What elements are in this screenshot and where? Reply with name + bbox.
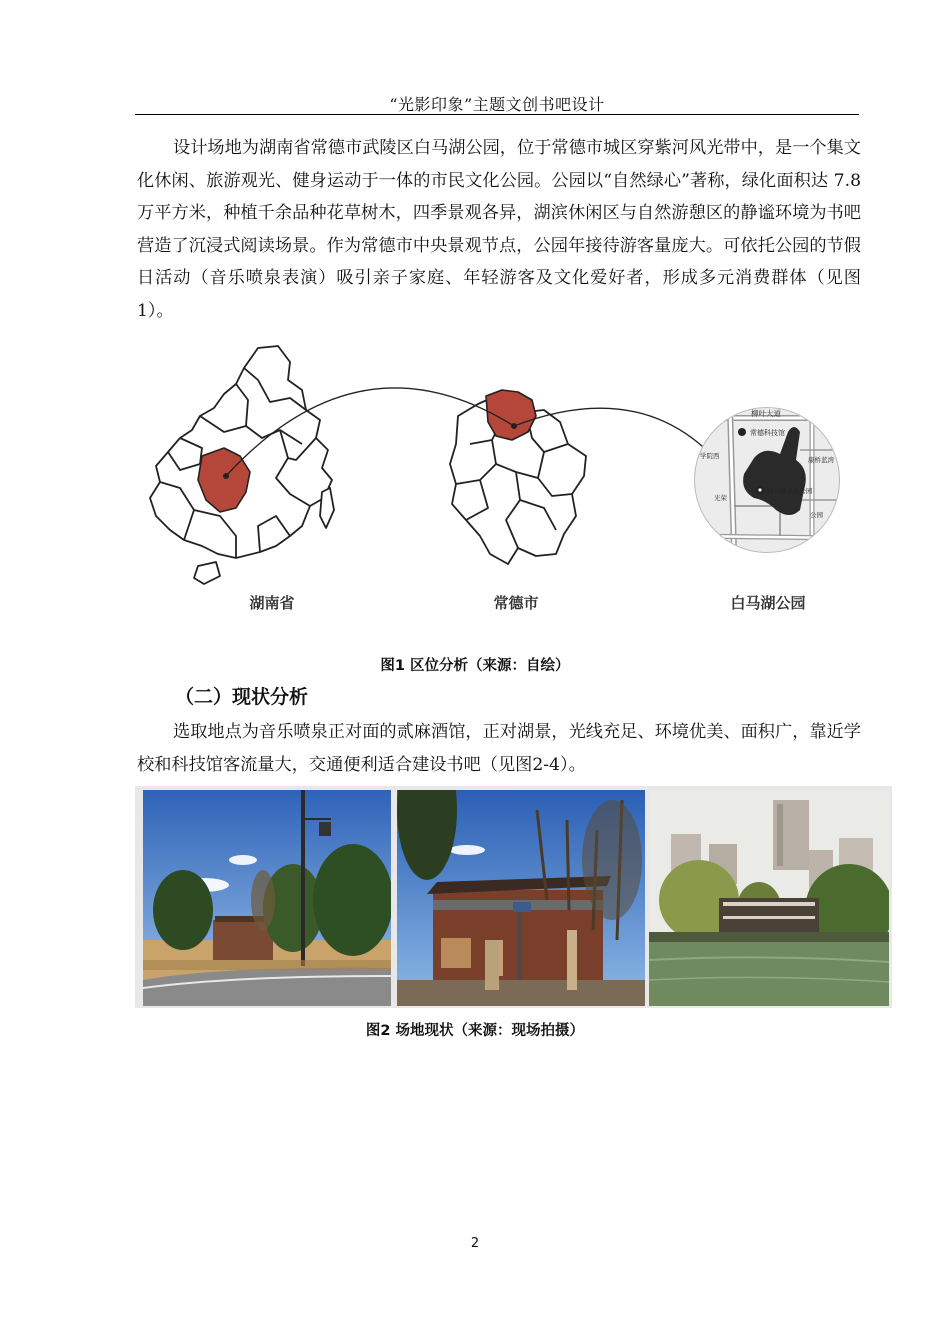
intro-paragraph xyxy=(137,132,861,328)
site-photo-lake xyxy=(649,790,889,1006)
analysis-paragraph xyxy=(137,716,861,781)
section-heading: （二）现状分析 xyxy=(175,686,309,708)
location-map-illustration xyxy=(140,340,860,630)
figure2-caption: 图2 场地现状（来源：现场拍摄） xyxy=(365,1023,585,1039)
page-number: 2 xyxy=(470,1236,480,1251)
figure-site-photos xyxy=(135,786,892,1008)
inset-left-bottom-label: 光荣 xyxy=(714,494,727,502)
label-hunan: 湖南省 xyxy=(249,594,295,612)
label-changde: 常德市 xyxy=(493,594,539,612)
changde-city-map xyxy=(450,390,586,564)
figure1-caption: 图1 区位分析（来源：自绘） xyxy=(380,658,570,674)
inset-park-label: 白马湖文化公园 xyxy=(767,487,813,495)
marker-city xyxy=(511,423,517,429)
inset-museum-label: 常德科技馆 xyxy=(750,429,785,437)
hunan-province-map xyxy=(150,346,334,584)
running-header: “光影印象”主题文创书吧设计 xyxy=(389,95,605,114)
wuling-district-highlight xyxy=(486,390,536,440)
marker-province xyxy=(223,473,229,479)
baima-lake-inset xyxy=(695,408,839,552)
intro-paragraph-text: 设计场地为湖南省常德市武陵区白马湖公园，位于常德市城区穿紫河风光带中，是一个集文化休闲、旅游观光、健身运动于一体的市民文化公园。公园以“自然绿心”著称，绿化面积达 7.8 万平方米，种植千余品种花草树木，四季景观各异，湖滨休闲区与自然游憩区的静谧环境为书吧营造了沉浸式阅读场景。作为常德市中央景观节点，公园年接待游客量庞大。可依托公园的节假日活动（音乐喷泉表演）吸引亲子家庭、年轻游客及文化爱好者，形成多元消费群体（见图1）。 xyxy=(137,138,861,321)
museum-icon xyxy=(738,428,746,436)
label-baima-park: 白马湖公园 xyxy=(730,594,806,612)
site-photo-bar-building xyxy=(397,790,645,1006)
inset-road-label: 柳叶大道 xyxy=(751,409,781,418)
figure-location-maps xyxy=(140,340,860,630)
inset-bottom-right-label: 公园 xyxy=(810,511,823,519)
header-rule xyxy=(135,114,859,115)
site-photo-path xyxy=(143,790,391,1006)
inset-right-label: 康桥蓝湾 xyxy=(808,456,834,464)
inset-left-road-label: 学院西 xyxy=(700,452,720,460)
analysis-paragraph-text: 选取地点为音乐喷泉正对面的贰麻酒馆，正对湖景，光线充足、环境优美、面积广，靠近学校和科技馆客流量大，交通便利适合建设书吧（见图2-4）。 xyxy=(137,722,861,775)
